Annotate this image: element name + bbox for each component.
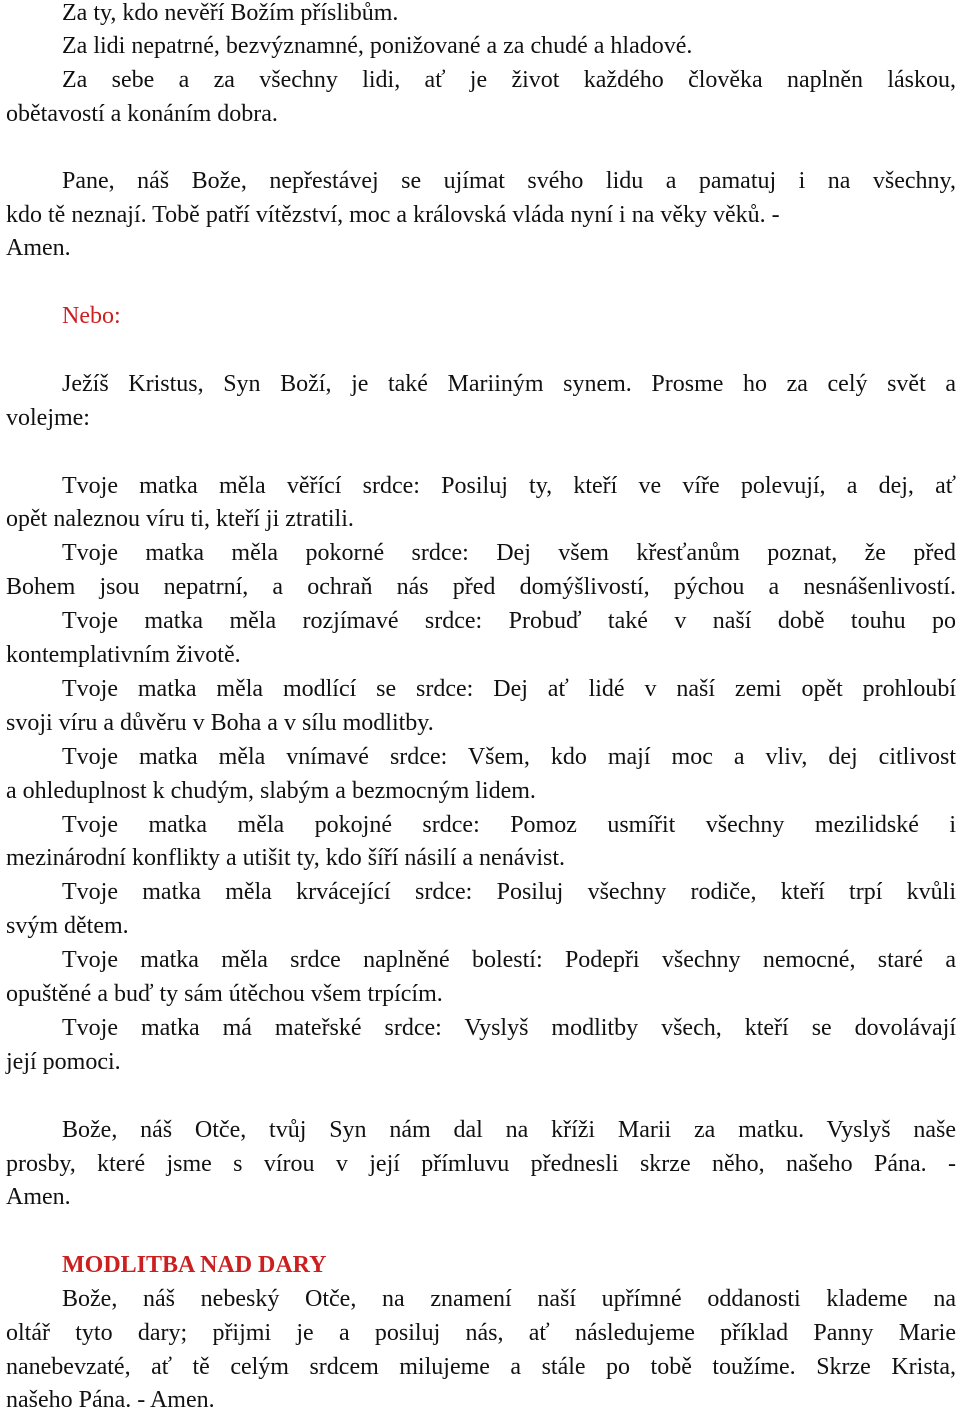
- petition-line: opuštěné a buď ty sám útěchou všem trpícím.: [6, 981, 443, 1007]
- petition-line: Tvoje matka má mateřské srdce: Vyslyš modlitby všech, kteří se dovolávají: [62, 1015, 956, 1041]
- text-line: Za sebe a za všechny lidi, ať je život každého člověka naplněn láskou,: [62, 67, 956, 93]
- petition-line: Tvoje matka měla krvácející srdce: Posiluj všechny rodiče, kteří trpí kvůli: [62, 879, 956, 905]
- text-line: Bože, náš Otče, tvůj Syn nám dal na kříži Marii za matku. Vyslyš naše: [62, 1117, 956, 1143]
- text-line: Bože, náš nebeský Otče, na znamení naší upřímné oddanosti klademe na: [62, 1286, 956, 1312]
- petition-line: Tvoje matka měla rozjímavé srdce: Probuď také v naší době touhu po: [62, 608, 956, 634]
- text-line: nanebevzaté, ať tě celým srdcem milujeme a stále po tobě toužíme. Skrze Krista,: [6, 1354, 956, 1380]
- petition-line: kontemplativním životě.: [6, 642, 241, 668]
- text-line: kdo tě neznají. Tobě patří vítězství, moc a královská vláda nyní i na věky věků. -: [6, 202, 780, 228]
- petition-line: Tvoje matka měla vnímavé srdce: Všem, kdo mají moc a vliv, dej citlivost: [62, 744, 956, 770]
- petition-line: opět naleznou víru ti, kteří ji ztratili.: [6, 506, 354, 532]
- petition-line: Tvoje matka měla pokojné srdce: Pomoz usmířit všechny mezilidské i: [62, 812, 956, 838]
- alternative-label: Nebo:: [62, 303, 121, 329]
- text-line: obětavostí a konáním dobra.: [6, 101, 278, 127]
- section-heading: MODLITBA NAD DARY: [62, 1252, 327, 1278]
- text-line: prosby, které jsme s vírou v její přímluvu přednesli skrze něho, našeho Pána. -: [6, 1151, 956, 1177]
- petition-line: Tvoje matka měla pokorné srdce: Dej všem křesťanům poznat, že před: [62, 540, 956, 566]
- petition-line: Tvoje matka měla věřící srdce: Posiluj ty, kteří ve víře polevují, a dej, ať: [62, 473, 956, 499]
- text-line: Za lidi nepatrné, bezvýznamné, ponižované a za chudé a hladové.: [62, 33, 693, 59]
- petition-line: Tvoje matka měla srdce naplněné bolestí: Podepři všechny nemocné, staré a: [62, 947, 956, 973]
- petition-line: svoji víru a důvěru v Boha a v sílu modlitby.: [6, 710, 434, 736]
- text-line: Za ty, kdo nevěří Božím příslibům.: [62, 0, 399, 26]
- text-line: volejme:: [6, 405, 90, 431]
- petition-line: Bohem jsou nepatrní, a ochraň nás před domýšlivostí, pýchou a nesnášenlivostí.: [6, 574, 956, 600]
- petition-line: svým dětem.: [6, 913, 129, 939]
- text-line: Pane, náš Bože, nepřestávej se ujímat svého lidu a pamatuj i na všechny,: [62, 168, 956, 194]
- text-line: oltář tyto dary; přijmi je a posiluj nás, ať následujeme příklad Panny Marie: [6, 1320, 956, 1346]
- text-line: Ježíš Kristus, Syn Boží, je také Mariiným synem. Prosme ho za celý svět a: [62, 371, 956, 397]
- petition-line: její pomoci.: [6, 1049, 121, 1075]
- petition-line: mezinárodní konflikty a utišit ty, kdo šíří násilí a nenávist.: [6, 845, 566, 871]
- petition-line: a ohleduplnost k chudým, slabým a bezmocným lidem.: [6, 778, 536, 804]
- text-line: Amen.: [6, 235, 71, 261]
- text-line: Amen.: [6, 1184, 71, 1210]
- petition-line: Tvoje matka měla modlící se srdce: Dej ať lidé v naší zemi opět prohloubí: [62, 676, 956, 702]
- text-line: našeho Pána. - Amen.: [6, 1387, 215, 1413]
